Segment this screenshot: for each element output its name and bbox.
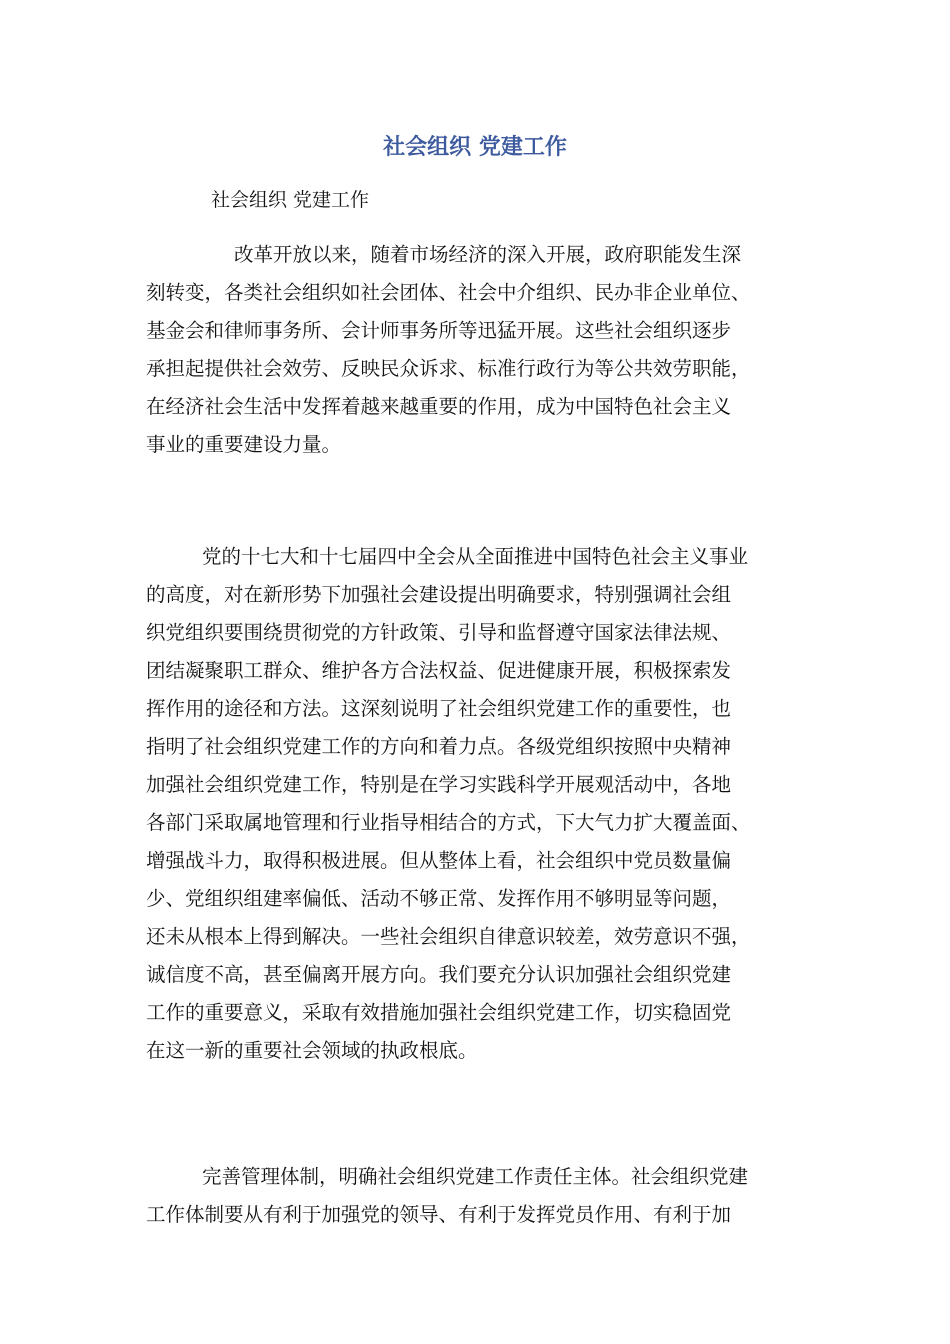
document-title: 社会组织 党建工作 xyxy=(383,135,567,160)
paragraph-line: 在这一新的重要社会领域的执政根底。 xyxy=(146,1039,478,1062)
paragraph-line: 的高度，对在新形势下加强社会建设提出明确要求，特别强调社会组 xyxy=(146,583,732,606)
paragraph-line: 织党组织要围绕贯彻党的方针政策、引导和监督遵守国家法律法规、 xyxy=(146,621,732,644)
paragraph-line: 还未从根本上得到解决。一些社会组织自律意识较差，效劳意识不强， xyxy=(146,925,751,948)
paragraph-line: 工作体制要从有利于加强党的领导、有利于发挥党员作用、有利于加 xyxy=(146,1203,732,1226)
paragraph-line: 各部门采取属地管理和行业指导相结合的方式，下大气力扩大覆盖面、 xyxy=(146,811,751,834)
paragraph-3 xyxy=(146,1158,816,1234)
paragraph-line: 指明了社会组织党建工作的方向和着力点。各级党组织按照中央精神 xyxy=(146,735,732,758)
paragraph-line: 在经济社会生活中发挥着越来越重要的作用，成为中国特色社会主义 xyxy=(146,395,732,418)
paragraph-line: 少、党组织组建率偏低、活动不够正常、发挥作用不够明显等问题， xyxy=(146,887,732,910)
paragraph-line: 加强社会组织党建工作，特别是在学习实践科学开展观活动中，各地 xyxy=(146,773,732,796)
paragraph-line: 完善管理体制，明确社会组织党建工作责任主体。社会组织党建 xyxy=(202,1165,749,1188)
paragraph-line: 基金会和律师事务所、会计师事务所等迅猛开展。这些社会组织逐步 xyxy=(146,319,732,342)
paragraph-line: 改革开放以来，随着市场经济的深入开展，政府职能发生深 xyxy=(234,243,742,266)
paragraph-line: 增强战斗力，取得积极进展。但从整体上看，社会组织中党员数量偏 xyxy=(146,849,732,872)
paragraph-line: 承担起提供社会效劳、反映民众诉求、标准行政行为等公共效劳职能， xyxy=(146,357,751,380)
paragraph-line: 团结凝聚职工群众、维护各方合法权益、促进健康开展，积极探索发 xyxy=(146,659,732,682)
paragraph-line: 刻转变，各类社会组织如社会团体、社会中介组织、民办非企业单位、 xyxy=(146,281,751,304)
document-subtitle: 社会组织 党建工作 xyxy=(211,189,370,211)
paragraph-line: 诚信度不高，甚至偏离开展方向。我们要充分认识加强社会组织党建 xyxy=(146,963,732,986)
paragraph-line: 挥作用的途径和方法。这深刻说明了社会组织党建工作的重要性，也 xyxy=(146,697,732,720)
paragraph-line: 党的十七大和十七届四中全会从全面推进中国特色社会主义事业 xyxy=(202,545,749,568)
paragraph-1 xyxy=(146,236,816,464)
paragraph-line: 事业的重要建设力量。 xyxy=(146,433,342,456)
paragraph-2 xyxy=(146,538,816,1070)
paragraph-line: 工作的重要意义，采取有效措施加强社会组织党建工作，切实稳固党 xyxy=(146,1001,732,1024)
